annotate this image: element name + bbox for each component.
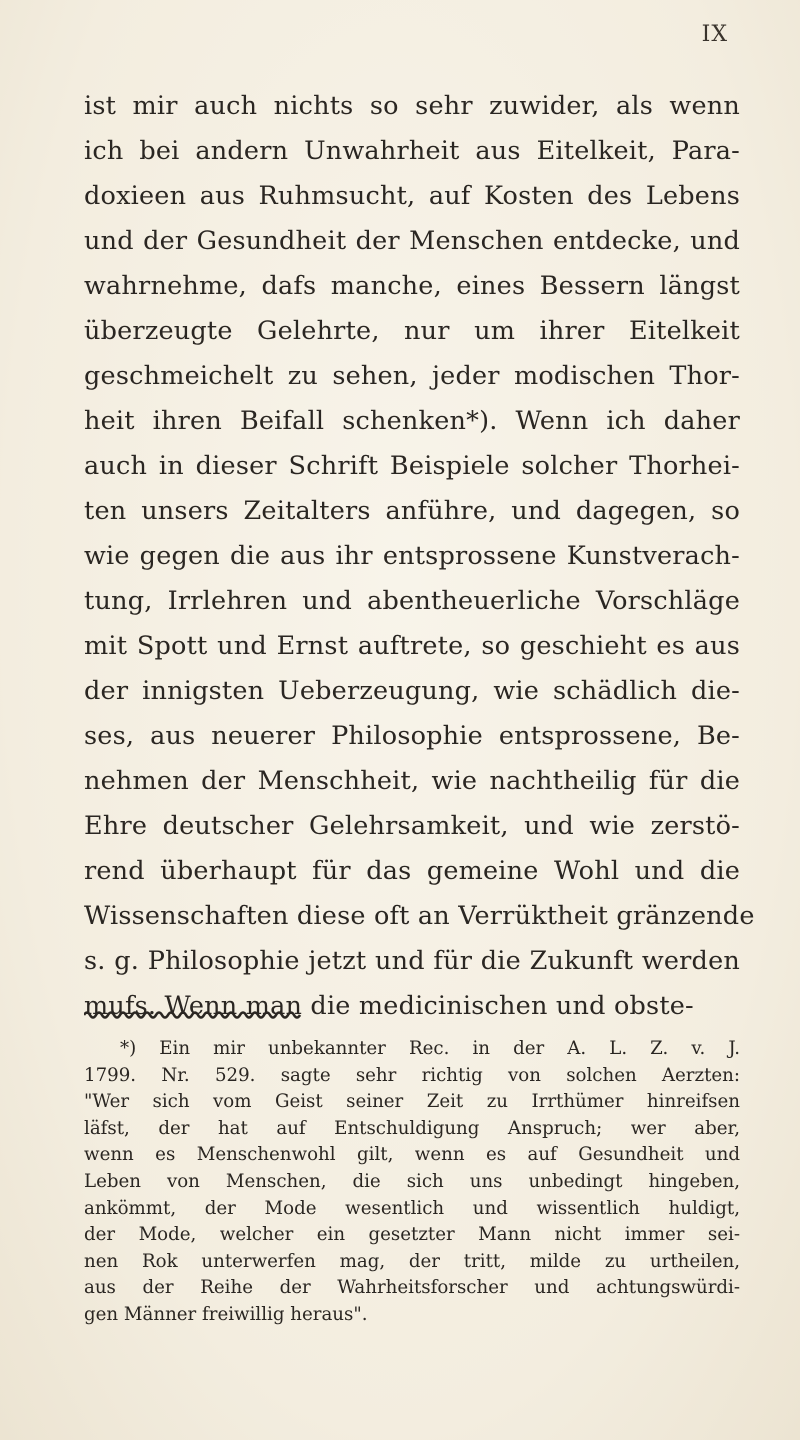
footnote-line: läfst, der hat auf Entschuldigung Anspruch; wer aber,	[84, 1117, 740, 1139]
footnote-line: *) Ein mir unbekannter Rec. in der A. L. Z. v. J.	[120, 1038, 740, 1059]
footnote-line: nen Rok unterwerfen mag, der tritt, milde zu urtheilen,	[84, 1250, 740, 1272]
body-line: Ehre deutscher Gelehrsamkeit, und wie zerstö-	[84, 811, 740, 841]
footnote-block	[84, 1036, 740, 1329]
body-line: mufs. Wenn man die medicinischen und obste-	[84, 991, 694, 1021]
body-line: auch in dieser Schrift Beispiele solcher Thorhei-	[84, 451, 740, 481]
footnote-line: wenn es Menschenwohl gilt, wenn es auf Gesundheit und	[84, 1144, 740, 1166]
body-line: überzeugte Gelehrte, nur um ihrer Eitelkeit	[84, 316, 740, 346]
body-line: ist mir auch nichts so sehr zuwider, als wenn	[84, 91, 740, 121]
body-line: geschmeichelt zu sehen, jeder modischen Thor-	[84, 361, 740, 391]
footnote-line: ankömmt, der Mode wesentlich und wissentlich huldigt,	[84, 1197, 740, 1219]
footnote-line: 1799. Nr. 529. sagte sehr richtig von solchen Aerzten:	[84, 1064, 740, 1086]
body-line: der innigsten Ueberzeugung, wie schädlich die-	[84, 676, 740, 706]
footnote-line: der Mode, welcher ein gesetzter Mann nicht immer sei-	[84, 1224, 740, 1246]
body-line: und der Gesundheit der Menschen entdecke, und	[84, 226, 740, 256]
footnote-line: gen Männer freiwillig heraus".	[84, 1303, 368, 1325]
body-line: mit Spott und Ernst auftrete, so geschieht es aus	[84, 631, 740, 661]
footnote-line: Leben von Menschen, die sich uns unbedingt hingeben,	[84, 1170, 740, 1192]
footnote-line: "Wer sich vom Geist seiner Zeit zu Irrthümer hinreifsen	[84, 1091, 740, 1113]
footnote-separator-ornament	[84, 1009, 302, 1021]
body-line: heit ihren Beifall schenken*). Wenn ich daher	[84, 406, 740, 436]
main-text-block	[84, 84, 755, 1029]
body-line: ses, aus neuerer Philosophie entsprossene, Be-	[84, 721, 740, 751]
body-line: wahrnehme, dafs manche, eines Bessern längst	[84, 271, 740, 301]
body-line: Wissenschaften diese oft an Verrüktheit gränzende	[84, 901, 755, 931]
body-line: nehmen der Menschheit, wie nachtheilig für die	[84, 766, 740, 796]
page-number: IX	[701, 22, 728, 47]
body-line: ich bei andern Unwahrheit aus Eitelkeit, Para-	[84, 136, 740, 166]
footnote-line: aus der Reihe der Wahrheitsforscher und achtungswürdi-	[84, 1277, 740, 1299]
body-line: s. g. Philosophie jetzt und für die Zukunft werden	[84, 946, 740, 976]
body-line: ten unsers Zeitalters anführe, und dagegen, so	[84, 496, 740, 526]
body-line: rend überhaupt für das gemeine Wohl und die	[84, 856, 740, 886]
body-line: doxieen aus Ruhmsucht, auf Kosten des Lebens	[84, 181, 740, 211]
body-line: tung, Irrlehren und abentheuerliche Vorschläge	[84, 586, 740, 616]
body-line: wie gegen die aus ihr entsprossene Kunstverach-	[84, 541, 740, 571]
